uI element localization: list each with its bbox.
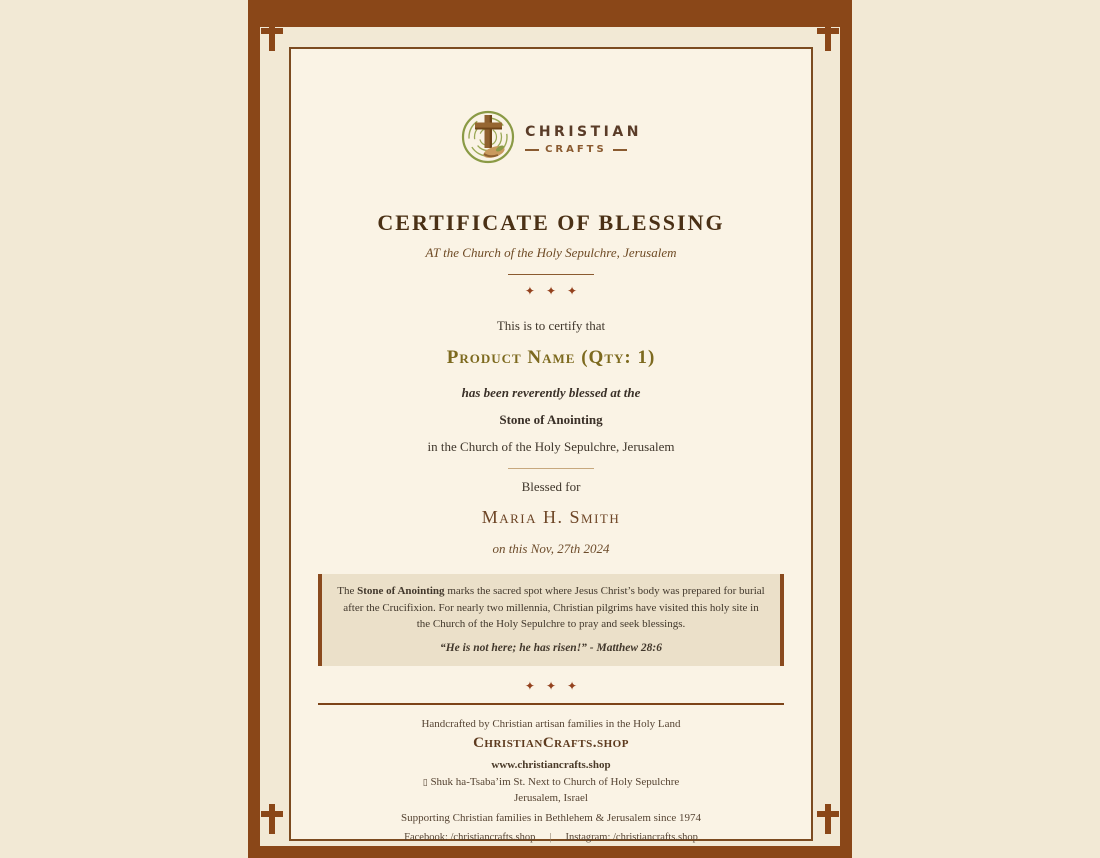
logo-dash-left bbox=[525, 149, 539, 151]
footer-divider bbox=[318, 703, 784, 705]
diamond-ornament: ✦ ✦ ✦ bbox=[524, 678, 578, 693]
logo-wordmark bbox=[525, 124, 642, 155]
social-separator: | bbox=[549, 831, 552, 843]
footer-website: www.christiancrafts.shop bbox=[491, 758, 611, 771]
footer-brand: ChristianCrafts.shop bbox=[473, 734, 629, 751]
instagram-handle: Instagram: /christiancrafts.shop bbox=[565, 831, 698, 843]
recipient-name: Maria H. Smith bbox=[481, 507, 621, 527]
info-box-paragraph: The Stone of Anointing marks the sacred spot where Jesus Christ’s body was prepared for burial after the Crucifixion. For nearly two millennia, Christian pilgrims have visited this holy site in the Church of the Holy Sepulchre to pray and seek blessings. bbox=[337, 585, 765, 630]
church-line: in the Church of the Holy Sepulchre, Jerusalem bbox=[427, 439, 675, 454]
section-divider bbox=[508, 468, 594, 469]
scripture-quote: “He is not here; he has risen!” - Matthew 28:6 bbox=[439, 641, 663, 654]
corner-cross-icon bbox=[261, 21, 283, 51]
address-line1: Shuk ha-Tsaba’im St. Next to Church of Holy Sepulchre bbox=[430, 775, 680, 788]
logo-brand-bottom: CRAFTS bbox=[545, 144, 607, 155]
supporting-line: Supporting Christian families in Bethlehem & Jerusalem since 1974 bbox=[400, 811, 701, 824]
certificate-title: CERTIFICATE OF BLESSING bbox=[377, 210, 725, 235]
handcrafted-line: Handcrafted by Christian artisan families in the Holy Land bbox=[421, 717, 681, 730]
info-box-highlight: Stone of Anointing bbox=[357, 585, 445, 597]
certify-line: This is to certify that bbox=[496, 318, 606, 333]
address-line2: Jerusalem, Israel bbox=[514, 791, 588, 804]
facebook-handle: Facebook: /christiancrafts.shop bbox=[404, 831, 536, 843]
subtitle-divider bbox=[508, 274, 594, 275]
christian-crafts-logo-icon bbox=[460, 109, 516, 170]
corner-cross-icon bbox=[817, 804, 839, 834]
corner-cross-icon bbox=[261, 804, 283, 834]
logo-brand-top: CHRISTIAN bbox=[525, 124, 642, 140]
stone-of-anointing-info-box bbox=[318, 574, 784, 666]
christian-crafts-logo bbox=[291, 109, 811, 170]
certificate-subtitle: AT the Church of the Holy Sepulchre, Jerusalem bbox=[425, 245, 677, 260]
logo-dash-right bbox=[613, 149, 627, 151]
blessed-at-line: has been reverently blessed at the bbox=[461, 385, 641, 400]
blessed-for-label: Blessed for bbox=[521, 479, 581, 494]
address-marker-glyph: ▯ bbox=[422, 777, 428, 788]
footer-social bbox=[291, 832, 811, 843]
corner-cross-icon bbox=[817, 21, 839, 51]
certificate-sheet bbox=[289, 47, 813, 841]
footer-address bbox=[291, 775, 811, 807]
product-name: Product Name (Qty: 1) bbox=[446, 347, 656, 368]
blessing-date: on this Nov, 27th 2024 bbox=[492, 541, 610, 556]
place-name: Stone of Anointing bbox=[499, 412, 603, 427]
diamond-ornament: ✦ ✦ ✦ bbox=[524, 284, 578, 298]
